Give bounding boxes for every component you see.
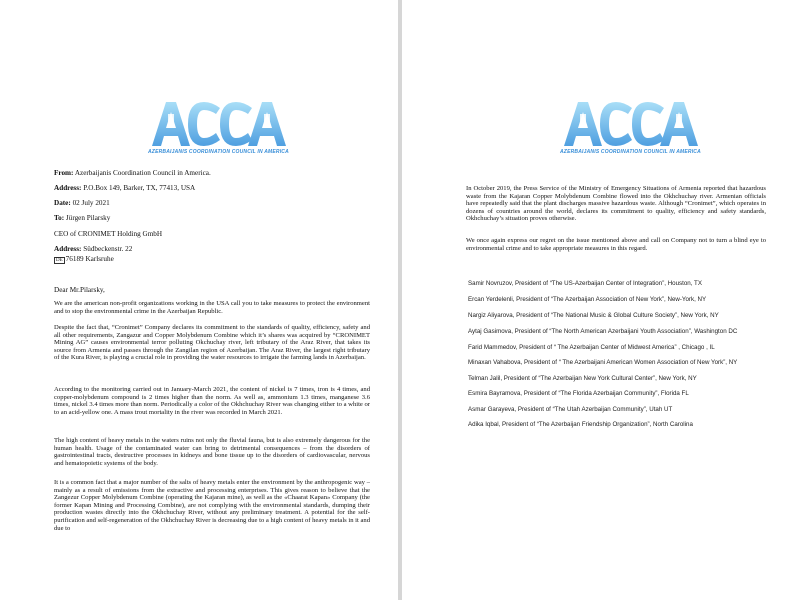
paragraph-2: Despite the fact that, “Cronimet” Company declares its commitment to the standards of quality, efficiency, safety and all other requirements, Zangazur and Copper Molybdenum Combine which it’s shares was acquired by “CRONIMET Mining AG” causes environmental terror polluting Okchuchay river, left tributary of the Araz River, that takes its source from Armenia and passes through the Zangilan region of Azerbaijan. The Araz River, the largest right tributary of the Kura River, is playing a crucial role in providing the water resources to irrigate the farming lands in Azerbaijan. [54, 324, 370, 362]
signatory-5: Farid Mammedov, President of “ The Azerbaijan Center of Midwest America” , Chicago , IL [468, 344, 715, 351]
to-address-line1: Südbeckenstr. 22 [83, 245, 133, 253]
from-line [54, 169, 211, 178]
signatory-9: Asmar Garayeva, President of “The Utah Azerbaijan Community”, Utah UT [468, 406, 673, 413]
de-flag-icon: DE [56, 258, 63, 263]
right-paragraph-2: We once again express our regret on the issue mentioned above and call on Company not to turn a blind eye to environmental crime and to take appropriate measures in this regard. [466, 237, 766, 252]
acca-logo-letters-icon [148, 94, 288, 150]
paragraph-1: We are the american non-profit organizations working in the USA call you to take measures to protect the environment and to stop the environmental crime in the Azerbaijan Republic. [54, 300, 370, 315]
signatory-7: Telman Jalil, President of “The Azerbaijan New York Cultural Center”, New York, NY [468, 375, 697, 382]
paragraph-5: It is a common fact that a major number of the salts of heavy metals enter the environment by the anthropogenic way – mainly as a result of emissions from the extractive and processing enterprises. This gives reason to believe that the Zangezur Copper Molybdenum Combine (operating the Kajaran mine), as well as the «Chaarat Kapan» Company (the former Kapan Mining and Processing Combine), are not complying with the environmental standards, dumping their production wastes directly into the Okhchuchay River, without any preliminary treatment. A potential for the self-purification and self-regeneration of the Okhchuchay River is decreasing due to a high content of heavy metals in it and due to [54, 479, 370, 532]
signatory-6: Minaxan Vahabova, President of “ The Azerbaijani American Women Association of New York”, NY [468, 359, 738, 366]
to-address-label: Address: [54, 245, 82, 253]
letter-page-left [0, 0, 398, 600]
from-label: From: [54, 169, 74, 177]
signatory-2: Ercan Yerdelenli, President of “The Azerbaijan Association of New York”, New-York, NY [468, 296, 707, 303]
address-line [54, 184, 195, 193]
to-address-line [54, 245, 132, 254]
to-line [54, 214, 110, 223]
signatory-10: Adika Iqbal, President of “The Azerbaijan Friendship Organization”, North Carolina [468, 421, 693, 428]
acca-logo [560, 94, 700, 158]
logo-caption: AZERBAIJANIS COORDINATION COUNCIL IN AMERICA [560, 149, 701, 155]
to-address-line2 [54, 255, 114, 265]
signatory-8: Esmira Bayramova, President of “The Florida Azerbaijan Community”, Florida FL [468, 390, 689, 397]
address-label: Address: [54, 184, 82, 192]
acca-logo-letters-icon [560, 94, 700, 150]
right-paragraph-1: In October 2019, the Press Service of the Ministry of Emergency Situations of Armenia reported that hazardous waste from the Kajaran Copper Molybdenum Combine flowed into the Okhchuchay river. Armenian officials have repeatedly said that the plant discharges massive hazardous waste. Although “Cronimet”, which operates in dozens of countries around the world, declares its commitment to quality, efficiency and safety standards, Okhchuchay’s situation proves otherwise. [466, 185, 766, 223]
logo-caption: AZERBAIJANIS COORDINATION COUNCIL IN AMERICA [148, 149, 289, 155]
date-value: 02 July 2021 [72, 199, 110, 207]
signatory-3: Nargiz Aliyarova, President of “The National Music & Global Culture Society”, New York, NY [468, 312, 719, 319]
signatory-4: Aytaj Gasimova, President of “The North American Azerbaijani Youth Association”, Washington DC [468, 328, 738, 335]
address-value: P.O.Box 149, Barker, TX, 77413, USA [83, 184, 196, 192]
date-line [54, 199, 110, 208]
to-address-line2-text: 76189 Karlsruhe [65, 255, 114, 263]
to-value: Jürgen Pilarsky [65, 214, 111, 222]
date-label: Date: [54, 199, 71, 207]
paragraph-3: According to the monitoring carried out in January-March 2021, the content of nickel is 7 times, iron is 4 times, and copper-molybdenum compound is 2 times higher than the norm. As well as, ammonium 1.3 times, manganese 3.6 times, nickel 3.4 times more than norm. Periodically a color of the Okhchuchay River was changing either to a white or to an acid-yellow one. A mass trout mortality in the river was recorded in March 2021. [54, 386, 370, 416]
acca-logo [148, 94, 288, 158]
to-title: CEO of CRONIMET Holding GmbH [54, 230, 163, 238]
salutation: Dear Mr.Pilarsky, [54, 286, 105, 294]
paragraph-4: The high content of heavy metals in the waters ruins not only the fluvial fauna, but is also extremely dangerous for the human health. Usage of the contaminated water can bring to detrimental consequences – from the disorders of gastrointestinal tracts, destructive processes in kidneys and bone tissue up to the disorders of cardiovascular, nervous and hematopoietic systems of the body. [54, 437, 370, 467]
from-value: Azerbaijanis Coordination Council in America. [74, 169, 211, 177]
signatory-1: Samir Novruzov, President of “The US-Azerbaijan Center of Integration”, Houston, TX [468, 280, 702, 287]
to-label: To: [54, 214, 65, 222]
letter-page-right [402, 0, 800, 600]
